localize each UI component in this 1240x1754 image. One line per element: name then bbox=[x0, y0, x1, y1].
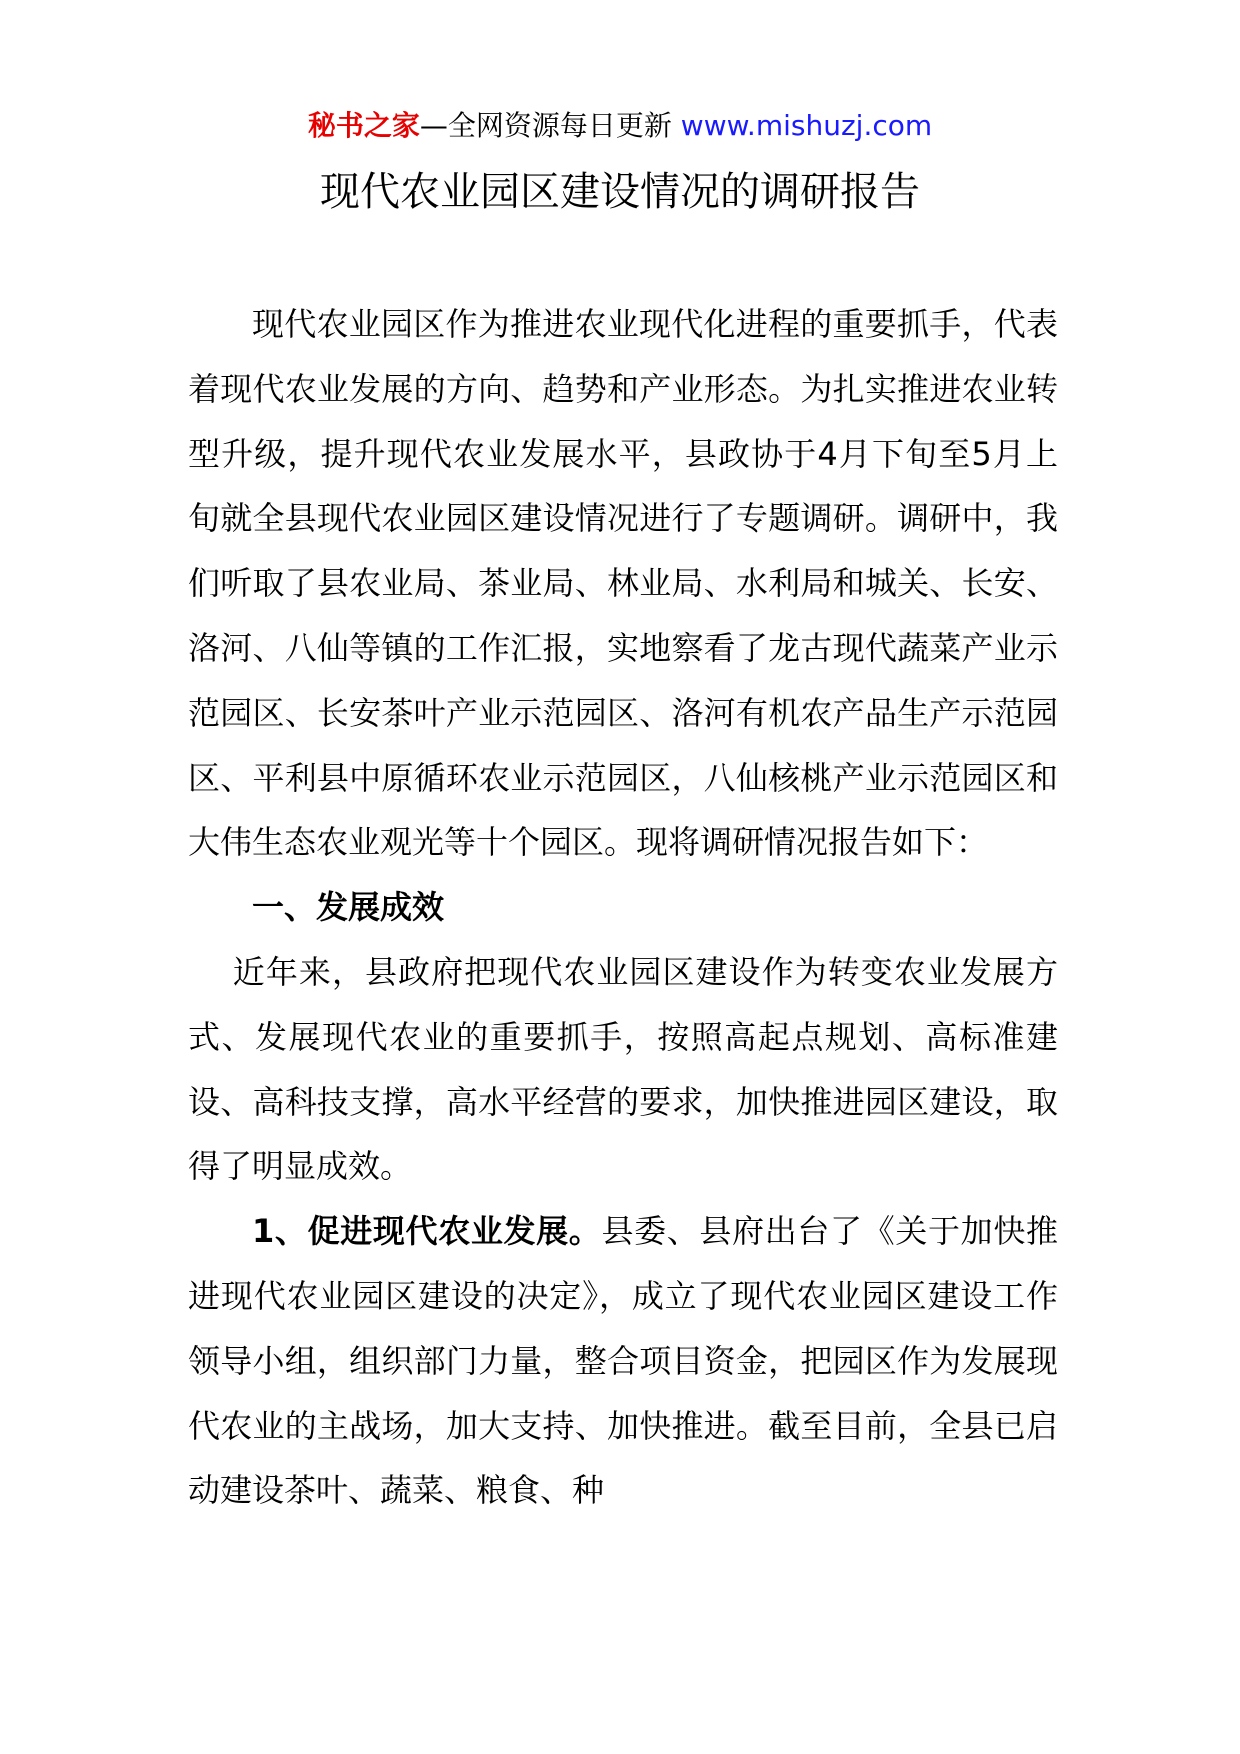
item-1-paragraph bbox=[188, 1199, 1058, 1523]
item-1-text: 县委、县府出台了《关于加快推进现代农业园区建设的决定》，成立了现代农业园区建设工作领导小组，组织部门力量，整合项目资金，把园区作为发展现代农业的主战场，加大支持、加快推进。截至目前，全县已启动建设茶叶、蔬菜、粮食、种 bbox=[188, 1212, 1058, 1510]
achievements-paragraph: 近年来，县政府把现代农业园区建设作为转变农业发展方式、发展现代农业的重要抓手，按照高起点规划、高标准建设、高科技支撑，高水平经营的要求，加快推进园区建设，取得了明显成效。 bbox=[188, 952, 1058, 1186]
document-title: 现代农业园区建设情况的调研报告 bbox=[320, 169, 920, 215]
intro-paragraph: 现代农业园区作为推进农业现代化进程的重要抓手，代表着现代农业发展的方向、趋势和产业形态。为扎实推进农业转型升级，提升现代农业发展水平，县政协于4月下旬至5月上旬就全县现代农业园区建设情况进行了专题调研。调研中，我们听取了县农业局、茶业局、林业局、水利局和城关、长安、洛河、八仙等镇的工作汇报，实地察看了龙古现代蔬菜产业示范园区、长安茶叶产业示范园区、洛河有机农产品生产示范园区、平利县中原循环农业示范园区，八仙核桃产业示范园区和大伟生态农业观光等十个园区。现将调研情况报告如下： bbox=[188, 305, 1058, 862]
item-1-lead: 1、促进现代农业发展。 bbox=[252, 1212, 602, 1251]
document-body bbox=[188, 292, 1058, 1523]
site-banner bbox=[0, 104, 1240, 148]
section-heading-achievements: 一、发展成效 bbox=[252, 888, 445, 927]
site-tagline: —全网资源每日更新 bbox=[419, 109, 672, 142]
site-url-link[interactable]: www.mishuzj.com bbox=[680, 109, 933, 142]
site-name: 秘书之家 bbox=[307, 109, 420, 142]
